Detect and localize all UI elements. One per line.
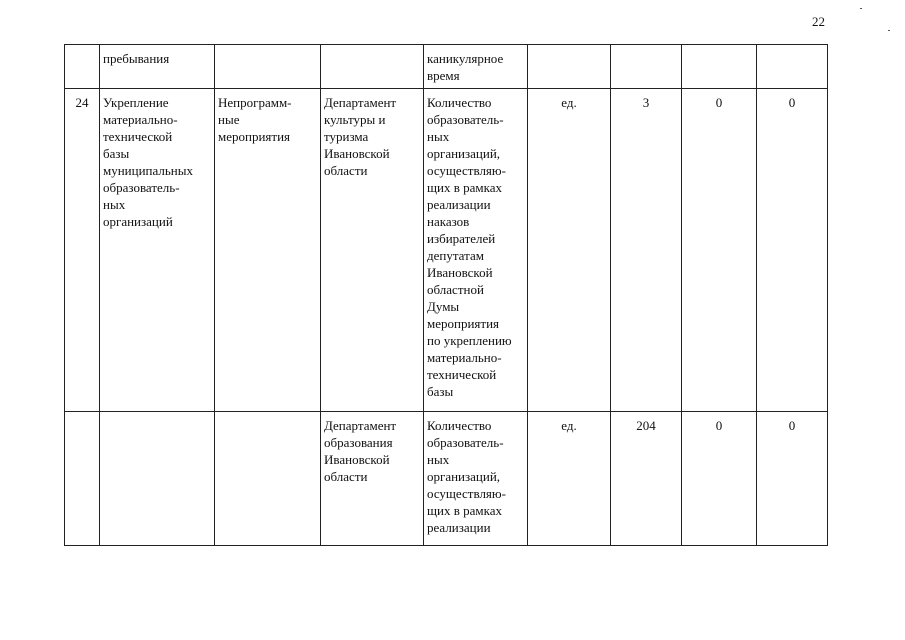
program-cell: Непрограмм- ные мероприятия	[215, 89, 321, 412]
scan-speck	[888, 30, 890, 31]
unit-cell	[528, 45, 611, 89]
value-cell: 0	[757, 412, 828, 546]
executor-cell: Департамент культуры и туризма Ивановской области	[321, 89, 424, 412]
value-cell: 0	[682, 89, 757, 412]
indicator-cell: Количество образователь- ных организаций, осуществляю- щих в рамках реализации наказов избирателей депутатам Ивановской областной Думы мероприятия по укреплению материально- технической базы	[424, 89, 528, 412]
value-cell	[757, 45, 828, 89]
unit-cell: ед.	[528, 412, 611, 546]
row-number-cell: 24	[65, 89, 100, 412]
row-number-cell	[65, 412, 100, 546]
executor-cell: Департамент образования Ивановской области	[321, 412, 424, 546]
row-number-cell	[65, 45, 100, 89]
event-name-cell: пребывания	[100, 45, 215, 89]
event-name-cell: Укрепление материально- технической базы муниципальных образователь- ных организаций	[100, 89, 215, 412]
table-row	[65, 412, 828, 546]
executor-cell	[321, 45, 424, 89]
program-cell	[215, 412, 321, 546]
value-cell: 0	[757, 89, 828, 412]
value-cell: 0	[682, 412, 757, 546]
program-indicators-table	[64, 44, 828, 546]
indicator-cell: каникулярное время	[424, 45, 528, 89]
page-number: 22	[812, 14, 825, 29]
value-cell	[682, 45, 757, 89]
scan-speck	[860, 8, 862, 9]
indicator-cell: Количество образователь- ных организаций, осуществляю- щих в рамках реализации	[424, 412, 528, 546]
table-row	[65, 89, 828, 412]
value-cell: 3	[611, 89, 682, 412]
table-row	[65, 45, 828, 89]
unit-cell: ед.	[528, 89, 611, 412]
program-cell	[215, 45, 321, 89]
event-name-cell	[100, 412, 215, 546]
value-cell: 204	[611, 412, 682, 546]
value-cell	[611, 45, 682, 89]
